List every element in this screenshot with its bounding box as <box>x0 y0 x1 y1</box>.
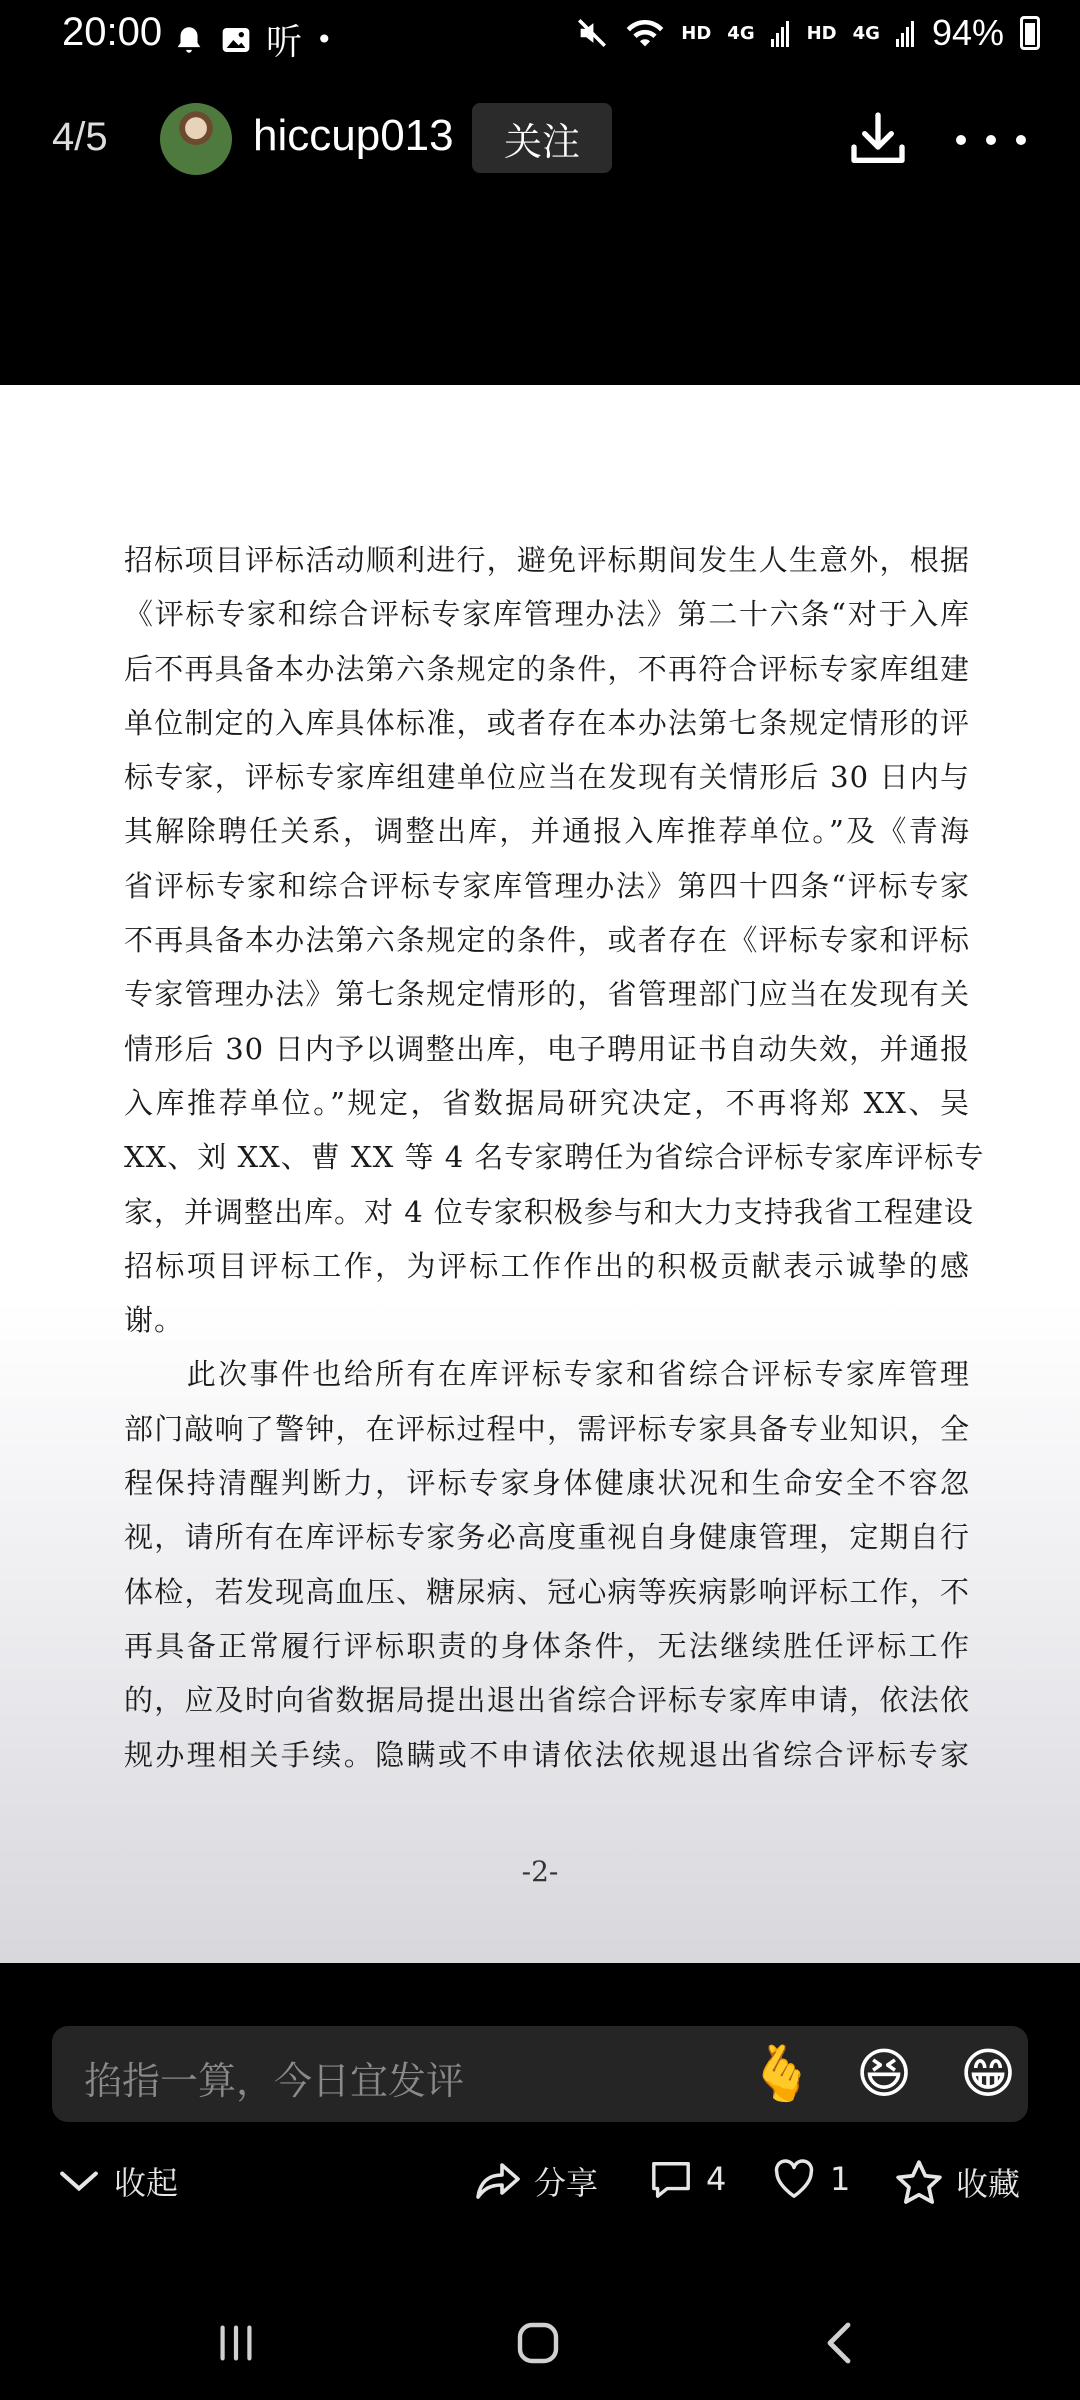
document-text <box>124 533 985 1782</box>
document-line: 入库推荐单位。”规定，省数据局研究决定，不再将郑 XX、吴 <box>124 1085 970 1120</box>
chevron-down-icon <box>56 2166 102 2196</box>
laughing-emoji-icon[interactable]: 😆 <box>855 2042 913 2105</box>
like-count: 1 <box>830 2160 851 2198</box>
gallery-icon <box>220 24 252 56</box>
back-button[interactable] <box>810 2318 870 2368</box>
network-label-1: 4G <box>727 22 755 44</box>
document-image[interactable] <box>0 385 1080 1963</box>
post-header <box>0 95 1080 185</box>
more-options-button[interactable] <box>956 115 1026 165</box>
status-app-text: 听 <box>266 22 303 63</box>
mute-icon <box>575 16 609 50</box>
dot-icon <box>956 135 966 145</box>
hd-label-1: HD <box>681 22 712 44</box>
dot-icon <box>1016 135 1026 145</box>
document-line: 不再具备本办法第六条规定的条件，或者存在《评标专家和评标 <box>124 923 970 958</box>
home-icon <box>513 2319 563 2367</box>
grinning-emoji-icon[interactable]: 😁 <box>959 2042 1017 2105</box>
document-line: 单位制定的入库具体标准，或者存在本办法第七条规定情形的评 <box>124 705 970 740</box>
system-nav-bar <box>0 2300 1080 2380</box>
document-line: 招标项目评标活动顺利进行，避免评标期间发生人生意外，根据 <box>124 543 970 577</box>
download-icon[interactable] <box>846 107 910 171</box>
comment-button[interactable] <box>648 2158 726 2200</box>
document-line: XX、刘 XX、曹 XX 等 4 名专家聘任为省综合评标专家库评标专 <box>124 1140 985 1175</box>
document-line: 情形后 30 日内予以调整出库，电子聘用证书自动失效，并通报 <box>124 1031 970 1066</box>
follow-button[interactable]: 关注 <box>472 103 612 173</box>
document-line: 《评标专家和综合评标专家库管理办法》第二十六条“对于入库 <box>124 597 970 632</box>
dot-icon <box>986 135 996 145</box>
document-line: 其解除聘任关系，调整出库，并通报入库推荐单位。”及《青海 <box>124 814 970 849</box>
document-line: 标专家，评标专家库组建单位应当在发现有关情形后 30 日内与 <box>124 760 970 795</box>
comment-placeholder: 掐指一算，今日宜发评 <box>84 2059 465 2103</box>
like-button[interactable] <box>770 2158 850 2200</box>
signal-icon-2 <box>896 19 916 47</box>
comment-input[interactable] <box>52 2026 1028 2122</box>
share-icon <box>474 2159 522 2203</box>
document-line: 规办理相关手续。隐瞒或不申请依法依规退出省综合评标专家 <box>124 1737 970 1772</box>
battery-percent: 94% <box>931 12 1004 53</box>
document-line: 再具备正常履行评标职责的身体条件，无法继续胜任评标工作 <box>124 1628 970 1663</box>
comment-count: 4 <box>706 2160 727 2198</box>
document-line: 家，并调整出库。对 4 位专家积极参与和大力支持我省工程建设 <box>124 1194 974 1229</box>
document-line: 后不再具备本办法第六条规定的条件，不再符合评标专家库组建 <box>124 651 970 686</box>
document-line: 体检，若发现高血压、糖尿病、冠心病等疾病影响评标工作，不 <box>124 1574 970 1609</box>
back-icon <box>820 2319 860 2367</box>
alarm-icon <box>172 23 206 57</box>
status-time: 20:00 <box>62 10 163 54</box>
network-label-2: 4G <box>852 22 880 44</box>
document-line: 视，请所有在库评标专家务必高度重视自身健康管理，定期自行 <box>124 1520 970 1555</box>
recent-apps-icon <box>213 2321 259 2365</box>
document-line: 此次事件也给所有在库评标专家和省综合评标专家库管理 <box>124 1357 970 1392</box>
wifi-icon <box>625 16 665 50</box>
status-right <box>575 12 1040 54</box>
hd-label-2: HD <box>806 22 837 44</box>
recent-apps-button[interactable] <box>206 2318 266 2368</box>
document-page-number: -2- <box>521 1855 559 1888</box>
star-icon <box>894 2158 944 2206</box>
heart-icon <box>770 2158 818 2200</box>
document-line: 部门敲响了警钟，在评标过程中，需评标专家具备专业知识，全 <box>124 1411 970 1446</box>
status-bar <box>0 0 1080 80</box>
favorite-button[interactable] <box>894 2158 1020 2206</box>
document-line: 程保持清醒判断力，评标专家身体健康状况和生命安全不容忽 <box>124 1466 970 1501</box>
page-indicator: 4/5 <box>52 115 108 159</box>
home-button[interactable] <box>508 2318 568 2368</box>
signal-icon <box>771 19 791 47</box>
share-label: 分享 <box>534 2164 599 2202</box>
status-left-icons <box>172 14 333 65</box>
username[interactable]: hiccup013 <box>253 111 454 160</box>
document-line: 省评标专家和综合评标专家库管理办法》第四十四条“评标专家 <box>124 868 970 903</box>
finger-heart-emoji-icon[interactable]: 🫰 <box>748 2042 816 2105</box>
document-line: 谢。 <box>124 1303 185 1338</box>
collapse-button[interactable] <box>56 2158 178 2204</box>
favorite-label: 收藏 <box>956 2165 1021 2203</box>
action-bar <box>0 2150 1080 2220</box>
document-line: 招标项目评标工作，为评标工作作出的积极贡献表示诚挚的感 <box>124 1248 970 1283</box>
document-line: 的，应及时向省数据局提出退出省综合评标专家库申请，依法依 <box>124 1683 970 1718</box>
status-dot: • <box>316 23 333 56</box>
collapse-label: 收起 <box>114 2164 179 2202</box>
comment-icon <box>648 2158 694 2200</box>
avatar[interactable] <box>160 103 232 175</box>
share-button[interactable] <box>474 2158 598 2204</box>
document-line: 专家管理办法》第七条规定情形的，省管理部门应当在发现有关 <box>124 977 970 1012</box>
battery-icon <box>1020 16 1040 50</box>
